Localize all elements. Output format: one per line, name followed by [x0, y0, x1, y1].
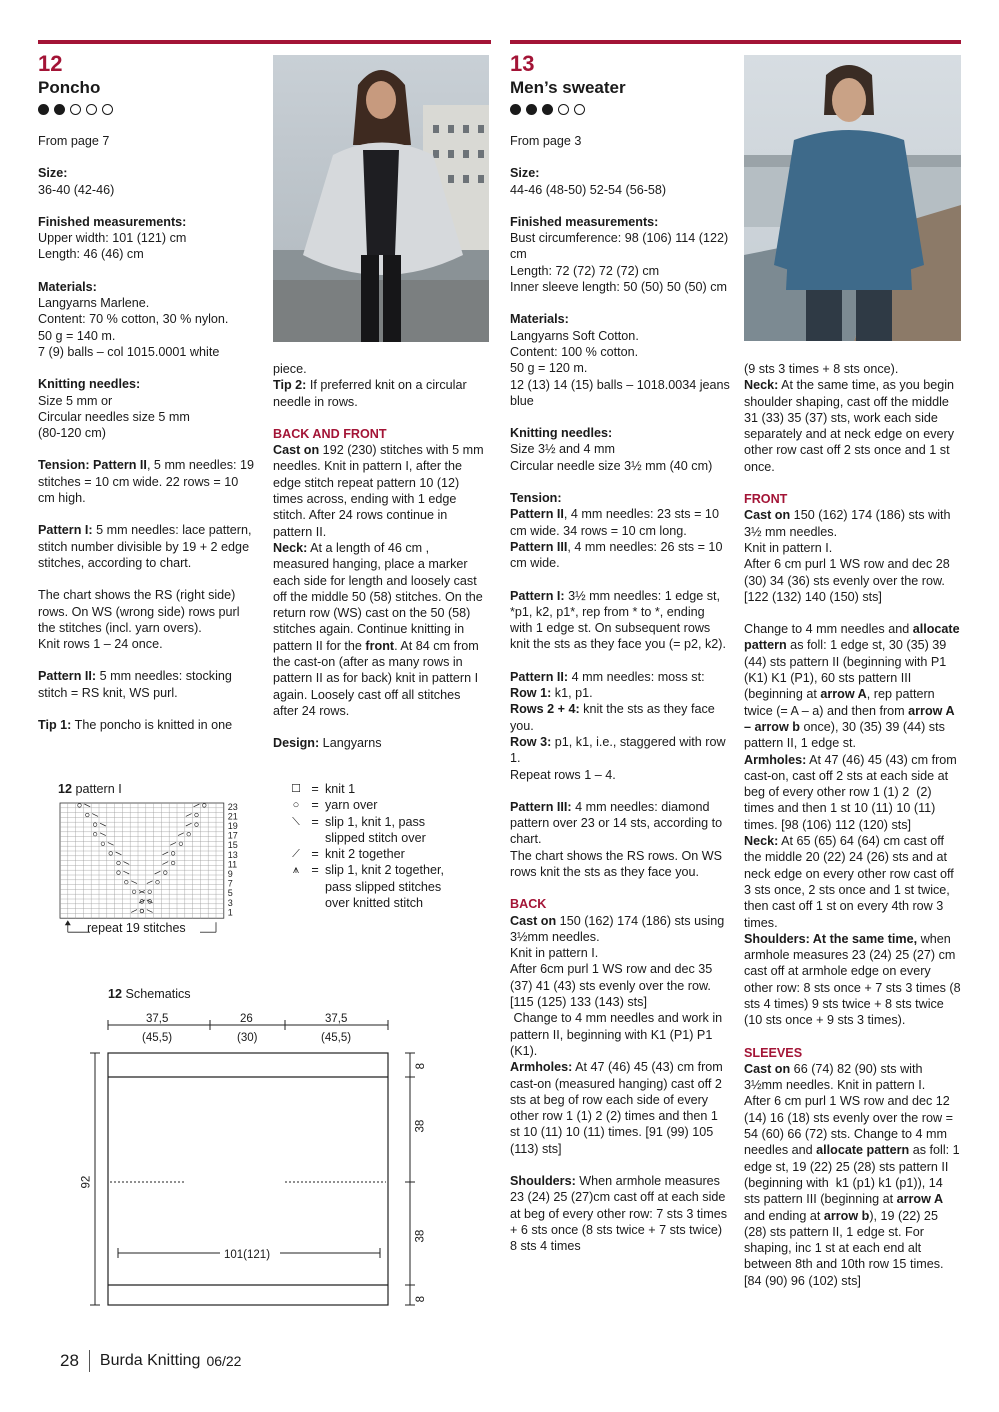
difficulty-dot-filled	[54, 104, 65, 115]
needles-block: Knitting needles: Size 5 mm or Circular needles size 5 mm (80-120 cm)	[38, 377, 190, 441]
back-line: Knit in pattern I.	[510, 946, 599, 961]
chart-row-number: 7	[227, 878, 233, 889]
chart-row-number: 1	[227, 907, 233, 918]
chart-row-number: 13	[227, 849, 238, 860]
from-page: From page 3	[510, 134, 582, 148]
schem-right-1: 8	[415, 1062, 428, 1070]
front-neck: Neck: At 65 (65) 64 (64) cm cast off the middle 20 (22) 24 (26) sts and at neck edge on every other row cast off 3 sts once, 2 sts once and 1 st twice, then cast off 1 st on every 4th row 3 times.	[744, 834, 954, 930]
chart-row-number: 21	[227, 811, 238, 822]
front-line: Knit in pattern I.	[744, 540, 833, 555]
sleeves-cast-on: Cast on 66 (74) 82 (90) sts with 3½mm needles. Knit in pattern I.	[744, 1061, 926, 1093]
difficulty-dot-filled	[38, 104, 49, 115]
materials-block: Materials: Langyarns Soft Cotton. Content: 100 % cotton. 50 g = 120 m. 12 (13) 14 (15) balls – 1018.0034 jeans blue	[510, 312, 730, 408]
schematics-title: 12 Schematics	[108, 987, 191, 1001]
back-neck: Neck: At the same time, as you begin shoulder shaping, cast off the middle 31 (33) 35 (37) sts, work each side separately and at neck edge on every other row cast off 2 sts once and 1 st once.	[744, 378, 955, 474]
sweater-col2	[744, 361, 962, 1289]
tip2-block: Tip 2: If preferred knit on a circular needle in rows.	[273, 378, 467, 409]
sleeves-pattern: After 6 cm purl 1 WS row and dec 12 (14) 16 (18) sts evenly over the row = 54 (60) 66 (72) sts. Change to 4 mm needles and allocate pattern as foll: 1 edge st, 19 (22) 25 (28) sts pattern II (beginning with k1 (p1) k1 (p1)), 14 sts pattern III (beginning at arrow A and ending at arrow b), 19 (22) 25 (28) sts pattern II, 1 edge st. For shaping, inc 1 st at each end alt between 8th and 10th row 15 times. [84 (90) 96 (102) sts]	[744, 1094, 964, 1288]
sweater-col1	[510, 133, 730, 1255]
schem-width: 101(121)	[224, 1249, 271, 1261]
legend-text: knit 1	[325, 782, 356, 796]
tension-block: Tension: Pattern II, 4 mm needles: 23 sts = 10 cm wide. 34 rows = 10 cm long. Pattern III, 4 mm needles: 26 sts = 10 cm wide.	[510, 491, 723, 571]
page-footer	[60, 1350, 241, 1372]
legend-item	[287, 846, 467, 862]
legend-equals: =	[311, 798, 319, 813]
poncho-header	[38, 52, 268, 118]
front-armholes: Armholes: At 47 (46) 45 (43) cm from cast-on, cast off 2 sts at each side at beg of every other row 1 (1) 2 (2) times and then 1 st 10 (11) 10 (11) times. [98 (106) 112 (120) sts]	[744, 752, 961, 832]
chart-note-block: The chart shows the RS (right side) rows. On WS (wrong side) rows purl the stitches (incl. yarn overs). Knit rows 1 – 24 once.	[38, 588, 240, 652]
front-allocate: Change to 4 mm needles and allocate pattern as foll: 1 edge st, 30 (35) 39 (44) sts pattern II (beginning with P1 (K1) K1 (P1), 60 sts pattern III (beginning at arrow A, rep pattern twice (= A – a) and then from arrow A – arrow b once), 30 (35) 39 (44) sts pattern II, 1 edge st.	[744, 622, 960, 751]
front-shoulders: Shoulders: At the same time, when armhole measures 23 (24) 25 (27) cm cast off at armhole edge on every other row: 8 sts once + 7 sts 3 times (8 sts 4 times) 9 sts twice + 8 sts twice (10 sts once + 9 sts 3 times).	[744, 931, 961, 1028]
difficulty-dot-filled	[510, 104, 521, 115]
size-block: Size: 44-46 (48-50) 52-54 (56-58)	[510, 166, 667, 197]
chart-title: 12 pattern I	[58, 782, 122, 796]
schem-dim-mid-a: 26	[240, 1013, 253, 1025]
slash-icon: ⟋	[292, 848, 300, 861]
neck-block: Neck: At a length of 46 cm , measured hanging, place a marker each side for length and loosely cast off the middle 50 (58) stitches. On the return row (WS) cast on the 50 (58) stitches again. Continue knitting in pattern II for the front. At 84 cm from the cast-on (after as many rows in pattern II as for back) knit in pattern I again. Loosely cast off all stitches after 24 rows.	[273, 540, 483, 718]
chart-row-number: 23	[227, 801, 238, 812]
legend-equals: =	[311, 782, 319, 796]
pattern-title: Poncho	[38, 78, 101, 97]
legend-item	[287, 781, 467, 797]
difficulty-dot-empty	[70, 104, 81, 115]
pattern1-block: Pattern I: 5 mm needles: lace pattern, stitch number divisible by 19 + 2 edge stitches, according to chart.	[38, 523, 252, 570]
legend-equals: =	[311, 847, 319, 862]
sleeves-heading: SLEEVES	[744, 1045, 803, 1060]
footer-divider	[89, 1350, 90, 1372]
schem-dim-right-a: 37,5	[325, 1013, 348, 1025]
design-block: Design: Langyarns	[273, 736, 382, 751]
shoulders-continued: (9 sts 3 times + 8 sts once).	[744, 362, 899, 376]
square-icon: ☐	[291, 783, 301, 795]
from-page: From page 7	[38, 134, 110, 148]
issue: 06/22	[206, 1353, 242, 1369]
chart-row-number: 5	[227, 888, 233, 899]
legend-text: slip 1, knit 2 together, pass slipped stitches over knitted stitch	[325, 863, 445, 911]
sweater-photo	[744, 55, 961, 341]
tip1-block: Tip 1: The poncho is knitted in one	[38, 718, 233, 733]
schem-right-4: 8	[415, 1295, 428, 1303]
pattern2-block: Pattern II: 5 mm needles: stocking stitch = RS knit, WS purl.	[38, 669, 232, 700]
back-line: Change to 4 mm needles and work in pattern II, beginning with K1 (P1) P1 (K1).	[510, 1011, 726, 1058]
chart-row-number: 11	[227, 859, 238, 870]
size-block: Size: 36-40 (42-46)	[38, 166, 115, 197]
finished-block: Finished measurements: Bust circumference: 98 (106) 114 (122) cm Length: 72 (72) 72 (72) cm Inner sleeve length: 50 (50) 50 (50) cm	[510, 214, 729, 295]
sweater-header	[510, 52, 740, 118]
back-and-front-heading: BACK AND FRONT	[273, 426, 387, 441]
chart-repeat-label: repeat 19 stitches	[87, 921, 186, 935]
front-heading: FRONT	[744, 492, 788, 507]
difficulty-rating	[510, 104, 740, 118]
poncho-col1	[38, 133, 258, 733]
chart-row-number: 9	[227, 869, 233, 879]
poncho-photo	[273, 55, 489, 342]
schem-height: 92	[80, 1175, 93, 1189]
finished-block: Finished measurements: Upper width: 101 (121) cm Length: 46 (46) cm	[38, 214, 187, 262]
back-armholes: Armholes: At 47 (46) 45 (43) cm from cast-on (measured hanging) cast off 2 sts at beg of row each side of every other row 1 (1) 2 (2) times and then 1 st 10 (11) 10 (11) times. [91 (99) 105 (113) sts]	[510, 1060, 723, 1156]
page-number: 28	[60, 1351, 79, 1370]
legend-text: slip 1, knit 1, pass slipped stitch over	[325, 814, 426, 845]
front-line: After 6 cm purl 1 WS row and dec 28 (30) 34 (36) sts evenly over the row. [122 (132) 140 (150) sts]	[744, 557, 950, 604]
back-heading: BACK	[510, 897, 547, 912]
schem-right-3: 38	[414, 1229, 427, 1243]
chart-row-number: 3	[227, 897, 233, 908]
difficulty-dot-empty	[574, 104, 585, 115]
tension-block: Tension: Pattern II, 5 mm needles: 19 stitches = 10 cm wide. 22 rows = 10 cm high.	[38, 458, 255, 506]
legend-item	[287, 797, 467, 813]
chart-row-number: 15	[227, 840, 238, 851]
difficulty-dot-empty	[102, 104, 113, 115]
back-shoulders: Shoulders: When armhole measures 23 (24) 25 (27)cm cast off at each side at beg of every other row: 7 sts 3 times + 6 sts once (8 sts twice + 7 sts twice) 8 sts 4 times	[510, 1174, 727, 1254]
arrow-up-icon: ⩚	[292, 864, 300, 877]
legend-item	[287, 862, 467, 911]
pattern-number: 13	[510, 51, 535, 76]
pattern3-block: Pattern III: 4 mm needles: diamond pattern over 23 or 14 sts, according to chart. The chart shows the RS rows. On WS rows knit the sts as they face you.	[510, 799, 723, 879]
backslash-icon: ⟍	[292, 815, 300, 828]
section-rule-left	[38, 40, 491, 44]
poncho-photo-svg	[273, 55, 489, 342]
schem-dim-mid-b: (30)	[237, 1032, 258, 1044]
schem-dim-left-b: (45,5)	[142, 1032, 173, 1044]
poncho-col2	[273, 361, 487, 752]
cast-on-block: Cast on 192 (230) stitches with 5 mm needles. Knit in pattern I, after the edge stitch repeat pattern 10 (12) times across, ending with 1 edge stitch. After 24 rows continue in pattern II.	[273, 443, 484, 539]
materials-block: Materials: Langyarns Marlene. Content: 70 % cotton, 30 % nylon. 50 g = 140 m. 7 (9) balls – col 1015.0001 white	[38, 279, 229, 359]
sweater-photo-svg	[744, 55, 961, 341]
difficulty-rating	[38, 104, 268, 118]
legend-equals: =	[311, 863, 319, 878]
chart-legend	[287, 781, 467, 911]
legend-text: knit 2 together	[325, 847, 405, 862]
needles-block: Knitting needles: Size 3½ and 4 mm Circular needle size 3½ mm (40 cm)	[510, 426, 713, 473]
magazine-name: Burda Knitting	[99, 1352, 201, 1369]
difficulty-dot-empty	[558, 104, 569, 115]
difficulty-dot-empty	[86, 104, 97, 115]
front-cast-on: Cast on 150 (162) 174 (186) sts with 3½ mm needles.	[744, 508, 951, 539]
arrow-up-icon	[65, 920, 71, 925]
poncho-schematic	[70, 1005, 440, 1315]
chart-row-number: 19	[227, 821, 238, 831]
back-cast-on: Cast on 150 (162) 174 (186) sts using 3½mm needles.	[510, 913, 725, 944]
difficulty-dot-filled	[526, 104, 537, 115]
legend-text: yarn over	[325, 798, 378, 813]
tip1-continued: piece.	[273, 362, 307, 376]
schem-dim-left-a: 37,5	[146, 1013, 169, 1025]
pattern-number: 12	[38, 51, 63, 76]
schem-right-2: 38	[414, 1119, 427, 1133]
legend-equals: =	[311, 814, 319, 829]
back-line: After 6cm purl 1 WS row and dec 35 (37) 41 (43) sts evenly over the row. [115 (125) 133 (143) sts]	[510, 962, 713, 1010]
chart-row-number: 17	[227, 830, 238, 841]
circle-icon: ○	[292, 799, 300, 812]
pattern-title: Men’s sweater	[510, 78, 626, 97]
schem-dim-right-b: (45,5)	[321, 1032, 352, 1044]
legend-item	[287, 814, 467, 847]
difficulty-dot-filled	[542, 104, 553, 115]
pattern1-block: Pattern I: 3½ mm needles: 1 edge st, *p1, k2, p1*, rep from * to *, ending with 1 edge st. On subsequent rows knit the sts as they face you (= p2, k2).	[510, 588, 726, 652]
section-rule-right	[510, 40, 961, 44]
pattern2-block: Pattern II: 4 mm needles: moss st: Row 1: k1, p1. Rows 2 + 4: knit the sts as they face you. Row 3: p1, k1, i.e., staggered with row 1. Repeat rows 1 – 4.	[510, 669, 726, 782]
